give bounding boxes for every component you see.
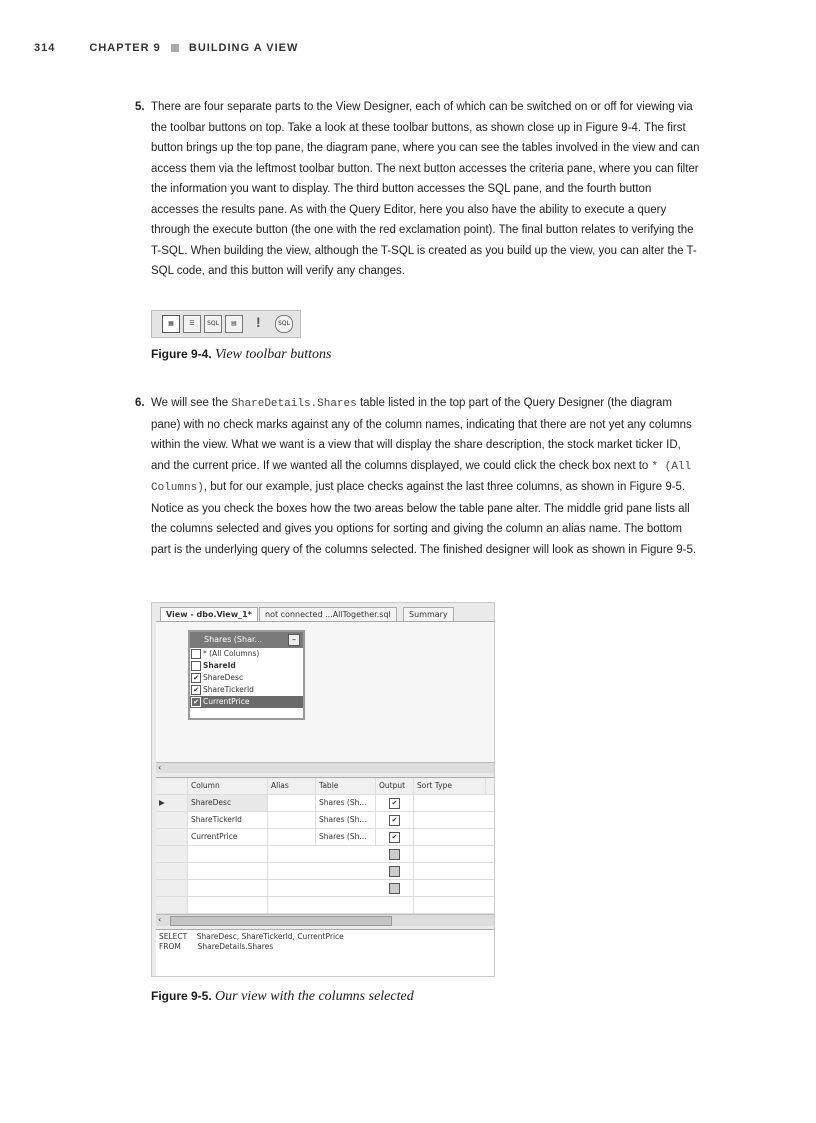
grid-cell-column[interactable]: CurrentPrice bbox=[188, 829, 268, 845]
output-checkbox[interactable] bbox=[389, 849, 400, 860]
document-tabs bbox=[156, 607, 490, 621]
output-checkbox[interactable]: ✔ bbox=[389, 815, 400, 826]
row-selector[interactable] bbox=[156, 846, 188, 862]
grid-cell-table[interactable]: Shares (Sh... bbox=[316, 812, 376, 828]
column-name: ShareId bbox=[203, 661, 236, 670]
chapter-title: BUILDING A VIEW bbox=[188, 42, 299, 54]
grid-header: Column bbox=[188, 778, 268, 794]
code-table-name: ShareDetails.Shares bbox=[231, 398, 357, 410]
column-name: ShareTickerId bbox=[203, 685, 254, 694]
chapter-label: CHAPTER 9 bbox=[89, 42, 161, 54]
code-all-columns: * (All Columns) bbox=[151, 460, 692, 494]
step-text-part: table listed in the top part of the Query Designer (the diagram pane) with no check marks against any of the column names, indicating that there are not yet any columns within the view. What we want is a view that will display the share description, the stock market ticker ID, and the current price. If we wanted all the columns displayed, we could click the check box next to bbox=[151, 397, 692, 472]
grid-cell-table[interactable]: Shares (Sh... bbox=[316, 795, 376, 811]
table-row[interactable] bbox=[156, 795, 494, 812]
page-number: 314 bbox=[34, 42, 56, 54]
step-number: 5. bbox=[135, 101, 145, 113]
row-selector[interactable]: ▶ bbox=[156, 795, 188, 811]
step-5 bbox=[135, 97, 700, 282]
output-checkbox[interactable] bbox=[389, 883, 400, 894]
running-header bbox=[34, 42, 298, 54]
shares-table-box[interactable] bbox=[188, 630, 305, 720]
grid-cell-output[interactable] bbox=[376, 846, 414, 862]
step-number: 6. bbox=[135, 397, 145, 409]
checkbox[interactable] bbox=[191, 649, 201, 659]
checkbox[interactable]: ✔ bbox=[191, 685, 201, 695]
table-row[interactable] bbox=[156, 829, 494, 846]
grid-cell-output[interactable] bbox=[376, 795, 414, 811]
output-checkbox[interactable]: ✔ bbox=[389, 798, 400, 809]
sql-line: FROM ShareDetails.Shares bbox=[159, 942, 274, 951]
grid-header: Table bbox=[316, 778, 376, 794]
column-item[interactable] bbox=[190, 672, 303, 684]
sql-pane[interactable] bbox=[156, 929, 494, 976]
grid-header-row bbox=[156, 778, 494, 795]
row-selector[interactable] bbox=[156, 880, 188, 896]
row-selector[interactable] bbox=[156, 863, 188, 879]
figure-9-5-caption bbox=[151, 989, 414, 1005]
figure-label: Figure 9-5. bbox=[151, 989, 212, 1003]
column-item[interactable] bbox=[190, 648, 303, 660]
column-name: * (All Columns) bbox=[203, 649, 260, 658]
grid-cell-alias[interactable] bbox=[268, 795, 316, 811]
step-text: There are four separate parts to the View Designer, each of which can be switched on or off for viewing via the toolbar buttons on top. Take a look at these toolbar buttons, as shown close up in Figure 9-4. The first button brings up the top pane, the diagram pane, where you can see the tables involved in the view and can access them via the leftmost toolbar button. The next button accesses the criteria pane, where you can filter the information you want to display. The third button accesses the SQL pane, and the fourth button accesses the results pane. As with the Query Editor, here you also have the ability to execute a query through the execute button (the one with the red exclamation point). The final button relates to verifying the T-SQL. When building the view, although the T-SQL is created as you build up the view, you can alter the T-SQL code, and this button will verify any changes. bbox=[151, 101, 700, 277]
grid-cell-output[interactable] bbox=[376, 897, 414, 913]
criteria-grid bbox=[156, 777, 494, 923]
tab-view[interactable]: View - dbo.View_1* bbox=[160, 607, 258, 622]
grid-scrollbar[interactable] bbox=[156, 914, 494, 926]
scroll-thumb[interactable] bbox=[170, 916, 392, 926]
grid-header: Sort Type bbox=[414, 778, 486, 794]
grid-cell-column[interactable] bbox=[188, 880, 268, 896]
tab-sql-file[interactable]: not connected ...AllTogether.sql bbox=[259, 607, 397, 622]
grid-cell-column[interactable]: ShareDesc bbox=[188, 795, 268, 811]
column-item[interactable] bbox=[190, 660, 303, 672]
column-name: CurrentPrice bbox=[203, 697, 250, 706]
column-item[interactable] bbox=[190, 696, 303, 708]
grid-cell-output[interactable] bbox=[376, 880, 414, 896]
column-item[interactable] bbox=[190, 684, 303, 696]
figure-9-4-caption bbox=[151, 347, 331, 363]
row-selector-header bbox=[156, 778, 188, 794]
view-toolbar-image bbox=[151, 310, 301, 338]
step-6 bbox=[135, 393, 700, 560]
column-name: ShareDesc bbox=[203, 673, 244, 682]
header-separator-icon bbox=[171, 44, 179, 52]
grid-cell-output[interactable] bbox=[376, 812, 414, 828]
output-checkbox[interactable]: ✔ bbox=[389, 832, 400, 843]
checkbox[interactable] bbox=[191, 661, 201, 671]
grid-cell-column[interactable] bbox=[188, 897, 268, 913]
execute-icon: ! bbox=[256, 314, 261, 330]
grid-cell-column[interactable]: ShareTickerId bbox=[188, 812, 268, 828]
figure-label: Figure 9-4. bbox=[151, 347, 212, 361]
sql-pane-icon: SQL bbox=[204, 315, 222, 333]
minimize-icon[interactable]: – bbox=[288, 634, 300, 646]
diagram-pane bbox=[156, 621, 494, 763]
grid-cell-output[interactable] bbox=[376, 829, 414, 845]
sql-line: SELECT ShareDesc, ShareTickerId, CurrentPrice bbox=[159, 932, 344, 941]
figure-caption-text: Our view with the columns selected bbox=[215, 989, 414, 1004]
verify-sql-icon: SQL bbox=[275, 315, 293, 333]
row-selector[interactable] bbox=[156, 812, 188, 828]
scroll-left-icon[interactable]: ‹ bbox=[158, 763, 162, 772]
grid-cell-alias[interactable] bbox=[268, 829, 316, 845]
grid-header: Output bbox=[376, 778, 414, 794]
criteria-pane-icon: ☰ bbox=[183, 315, 201, 333]
table-row[interactable] bbox=[156, 863, 494, 880]
table-title: Shares (Shar... bbox=[204, 635, 263, 644]
output-checkbox[interactable] bbox=[389, 866, 400, 877]
diagram-scrollbar[interactable] bbox=[156, 762, 494, 773]
checkbox[interactable]: ✔ bbox=[191, 673, 201, 683]
figure-caption-text: View toolbar buttons bbox=[215, 347, 332, 362]
grid-header: Alias bbox=[268, 778, 316, 794]
step-text-part: , but for our example, just place checks against the last three columns, as shown in Figure 9-5. Notice as you check the boxes how the two areas below the table pane alter. The middle grid pane lists all the columns selected and gives you options for sorting and giving the column an alias name. The bottom part is the underlying query of the columns selected. The finished designer will look as shown in Figure 9-5. bbox=[151, 481, 697, 556]
grid-cell-column[interactable] bbox=[188, 863, 268, 879]
row-selector[interactable] bbox=[156, 829, 188, 845]
results-pane-icon: ▤ bbox=[225, 315, 243, 333]
grid-cell-alias[interactable] bbox=[268, 812, 316, 828]
table-row[interactable] bbox=[156, 812, 494, 829]
grid-cell-table[interactable]: Shares (Sh... bbox=[316, 829, 376, 845]
step-text bbox=[151, 393, 700, 560]
table-row[interactable] bbox=[156, 846, 494, 863]
table-row[interactable] bbox=[156, 880, 494, 897]
view-designer-screenshot bbox=[151, 602, 495, 977]
checkbox[interactable]: ✔ bbox=[191, 697, 201, 707]
diagram-pane-icon: ▦ bbox=[162, 315, 180, 333]
table-title-bar bbox=[190, 632, 303, 648]
scroll-left-icon[interactable]: ‹ bbox=[158, 915, 162, 924]
grid-cell-column[interactable] bbox=[188, 846, 268, 862]
table-row[interactable] bbox=[156, 897, 494, 914]
grid-cell-output[interactable] bbox=[376, 863, 414, 879]
row-selector[interactable] bbox=[156, 897, 188, 913]
tab-summary[interactable]: Summary bbox=[403, 607, 454, 622]
step-text-part: We will see the bbox=[151, 397, 232, 409]
